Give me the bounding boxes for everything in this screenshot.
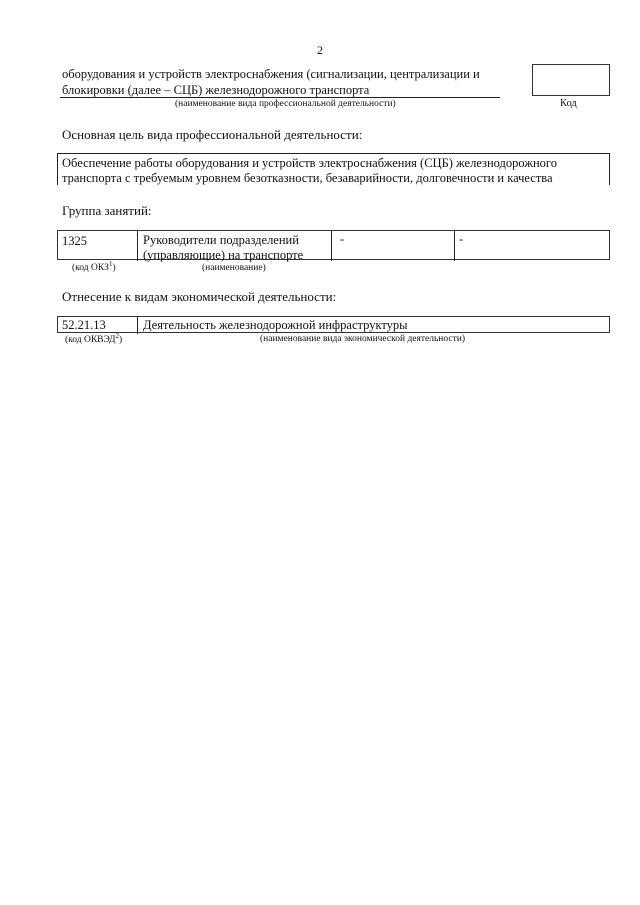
economic-heading: Отнесение к видам экономической деятельности:	[62, 289, 337, 304]
okz-caption: (код ОКЗ$^1$)	[72, 259, 116, 273]
activity-caption: (наименование вида профессиональной деятельности)	[175, 99, 396, 109]
code-box	[532, 64, 610, 96]
occupations-table	[57, 230, 610, 260]
okz-code: 1325	[62, 234, 87, 248]
goal-line-1: Обеспечение работы оборудования и устройств электроснабжения (СЦБ) железнодорожного	[62, 156, 557, 170]
activity-underline	[60, 97, 500, 98]
code-label: Код	[560, 98, 577, 109]
okved-code: 52.21.13	[62, 318, 106, 332]
economic-activity-name: Деятельность железнодорожной инфраструктуры	[143, 318, 408, 332]
occupation-name-line-2: (управляющие) на транспорте	[143, 248, 304, 262]
goal-line-2: транспорта с требуемым уровнем безотказности, безаварийности, долговечности и качества	[62, 171, 553, 185]
occupation-name-line-1: Руководители подразделений	[143, 233, 299, 247]
goal-heading: Основная цель вида профессиональной деятельности:	[62, 127, 363, 142]
activity-name-line-2: блокировки (далее – СЦБ) железнодорожного транспорта	[62, 83, 370, 97]
occupations-heading: Группа занятий:	[62, 203, 152, 218]
page-number: 2	[317, 43, 323, 57]
okved-caption: (код ОКВЭД$^2$)	[65, 331, 123, 345]
economic-name-caption: (наименование вида экономической деятельности)	[260, 334, 465, 344]
activity-name-line-1: оборудования и устройств электроснабжения (сигнализации, централизации и	[62, 67, 480, 81]
occupation-name-caption: (наименование)	[202, 263, 266, 273]
occupation-name-2: -	[459, 232, 464, 246]
okz-code-2: -	[340, 232, 345, 246]
